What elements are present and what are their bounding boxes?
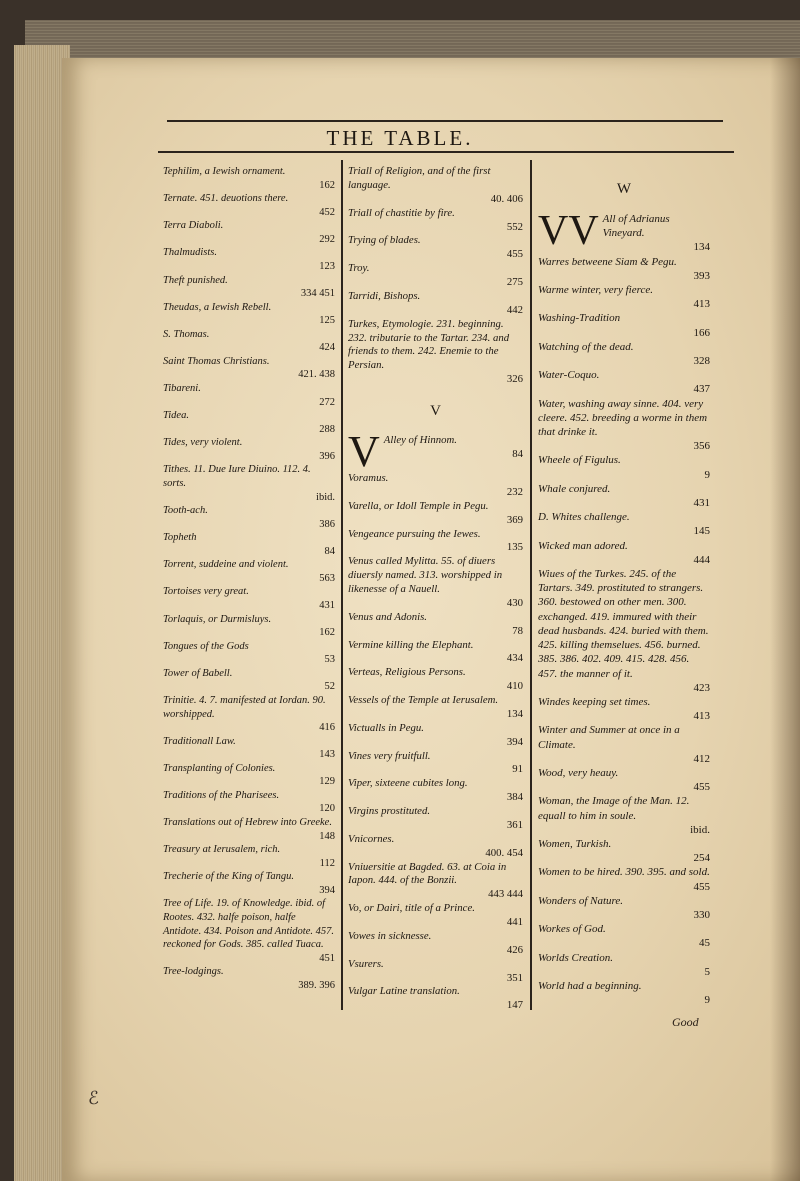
index-entry [163, 870, 335, 897]
index-entry [348, 318, 523, 387]
index-entry [163, 558, 335, 585]
index-entry [348, 165, 523, 207]
entry-text: All of Adrianus Vineyard. [602, 213, 670, 240]
entry-page: 288 [319, 423, 335, 435]
entry-page: 135 [506, 541, 523, 554]
entry-page: 386 [319, 518, 335, 530]
entry-page: 416 [319, 722, 335, 734]
index-entry [538, 794, 710, 837]
entry-page: 351 [506, 971, 523, 984]
entry-page: 430 [506, 596, 523, 609]
index-entry [348, 722, 523, 750]
entry-page: 437 [693, 383, 710, 396]
entry-page: 400. 454 [485, 846, 523, 859]
entry-text: Warme winter, very fierce. [538, 284, 653, 297]
index-entry [163, 246, 335, 273]
index-entry [348, 694, 523, 722]
index-entry [538, 951, 710, 979]
entry-page: 393 [693, 269, 710, 282]
entry-text: Vines very fruitfull. [348, 749, 431, 762]
index-entry [348, 500, 523, 528]
entry-text: Saint Thomas Christians. [163, 355, 270, 367]
index-entry [348, 472, 523, 500]
entry-text: Translations out of Hebrew into Greeke. [163, 817, 332, 828]
index-entry [348, 833, 523, 861]
entry-text: S. Thomas. [163, 328, 210, 340]
index-entry [538, 979, 710, 1007]
drop-capital: V [348, 427, 380, 476]
entry-page: 431 [693, 497, 710, 510]
entry-page: 162 [319, 179, 335, 191]
index-entry [163, 585, 335, 612]
index-column-1 [163, 165, 335, 992]
entry-text: Torlaquis, or Durmisluys. [163, 613, 272, 625]
entry-text: Vermine killing the Elephant. [348, 638, 474, 651]
entry-text: Windes keeping set times. [538, 695, 651, 708]
catchword: Good [672, 1015, 699, 1029]
entry-page: 442 [506, 303, 523, 316]
index-column-3 [538, 165, 710, 1007]
header-rule [158, 151, 734, 153]
index-entry [163, 531, 335, 558]
entry-text: Tortoises very great. [163, 586, 249, 598]
index-entry [163, 789, 335, 816]
entry-page: 232 [506, 485, 523, 498]
entry-page: 143 [319, 749, 335, 761]
index-entry [163, 640, 335, 667]
entry-text: Vulgar Latine translation. [348, 985, 460, 998]
entry-page: 148 [319, 830, 335, 842]
entry-page: 254 [693, 852, 710, 865]
column-rule-1 [341, 160, 343, 1010]
top-rule [167, 120, 723, 122]
entry-text: Traditionall Law. [163, 735, 236, 747]
entry-page: 145 [693, 525, 710, 538]
entry-text: Theft punished. [163, 274, 228, 286]
entry-text: Trecherie of the King of Tangu. [163, 871, 295, 883]
entry-text: Women, Turkish. [538, 837, 612, 850]
entry-text: Warres betweene Siam & Pegu. [538, 255, 677, 268]
entry-text: Triall of chastitie by fire. [348, 206, 455, 219]
gutter-shadow [770, 58, 800, 1181]
entry-text: Tides, very violent. [163, 437, 243, 449]
entry-page: 451 [319, 952, 335, 964]
entry-page: 125 [319, 315, 335, 327]
entry-page: 396 [319, 450, 335, 462]
entry-text: Winter and Summer at once in a Climate. [538, 724, 680, 751]
entry-text: Alley of Hinnom. [383, 434, 457, 446]
entry-page: 5 [704, 965, 710, 978]
entry-page: 330 [693, 908, 710, 921]
entry-text: Workes of God. [538, 923, 606, 936]
entry-text: Turkes, Etymologie. 231. beginning. 232. tributarie to the Tartar. 234. and friends to them. 242. Enemie to the Persian. [348, 317, 510, 372]
entry-page: 129 [319, 776, 335, 788]
entry-text: Vniuersitie at Bagded. 63. at Coia in Iapon. 444. of the Bonzii. [348, 860, 507, 887]
index-column-2 [348, 165, 523, 1013]
entry-page: 53 [324, 654, 335, 666]
entry-text: Ternate. 451. deuotions there. [163, 193, 289, 205]
entry-page: 123 [319, 260, 335, 272]
index-entry [538, 894, 710, 922]
index-entry [538, 723, 710, 766]
entry-page: 384 [506, 791, 523, 804]
entry-text: Vessels of the Temple at Ierusalem. [348, 694, 499, 706]
entry-text: Watching of the dead. [538, 340, 634, 353]
entry-text: Wiues of the Turkes. 245. of the Tartars. 349. prostituted to strangers. 360. bestowed on other men. 300. exchanged. 419. immured with their dead husbands. 424. buried with them. 425. killing themselues. 456. burned. 385. 386. 402. 409. 415. 428. 456. 457. the manner of it. [538, 568, 709, 680]
margin-mark: ℰ [88, 1088, 99, 1108]
entry-page: 134 [693, 241, 710, 254]
index-entry [538, 865, 710, 893]
index-entry [348, 611, 523, 639]
index-entry [348, 555, 523, 611]
entry-page: 455 [506, 248, 523, 261]
index-entry [538, 837, 710, 865]
index-entry [348, 777, 523, 805]
entry-page: 361 [506, 818, 523, 831]
entry-page: ibid. [316, 491, 335, 503]
index-entry [538, 482, 710, 510]
entry-text: Thalmudists. [163, 247, 217, 259]
index-entry [163, 965, 335, 992]
index-entry [348, 985, 523, 1013]
entry-text: Virgins prostituted. [348, 805, 431, 817]
index-entry [348, 234, 523, 262]
index-entry [538, 510, 710, 538]
index-entry [348, 290, 523, 318]
entry-page: 423 [693, 681, 710, 694]
index-entry [538, 922, 710, 950]
entry-page: 275 [506, 276, 523, 288]
index-entry [348, 639, 523, 667]
index-entry [163, 328, 335, 355]
entry-page: 272 [319, 396, 335, 408]
entry-text: Tower of Babell. [163, 667, 233, 679]
entry-page: 452 [319, 206, 335, 218]
entry-text: Woman, the Image of the Man. 12. equall to him in soule. [538, 795, 690, 822]
entry-page: 78 [512, 624, 523, 637]
entry-page: 84 [512, 447, 523, 460]
index-entry [538, 208, 710, 255]
entry-text: Venus called Mylitta. 55. of diuers diuersly named. 313. worshipped in likenesse of a Nauell. [348, 555, 503, 595]
entry-page: 292 [319, 233, 335, 245]
entry-page: 328 [693, 355, 710, 368]
index-entry [163, 382, 335, 409]
entry-text: Vo, or Dairi, title of a Prince. [348, 902, 475, 915]
index-entry [348, 958, 523, 986]
entry-page: 389. 396 [298, 979, 335, 991]
index-entry [348, 805, 523, 833]
entry-page: 434 [506, 652, 523, 665]
entry-page: 441 [506, 916, 523, 928]
entry-page: 91 [512, 763, 523, 776]
index-entry [538, 539, 710, 567]
entry-page: 410 [506, 680, 523, 693]
entry-page: 112 [319, 857, 335, 869]
index-entry [538, 283, 710, 311]
entry-page: 413 [693, 710, 710, 723]
entry-text: Troy. [348, 262, 370, 275]
index-entry [538, 368, 710, 396]
entry-text: Tree of Life. 19. of Knowledge. ibid. of Rootes. 432. halfe poison, halfe Antidote. 434. Poison and Antidote. 457. reckoned for Gods. 385. called Tuaca. [163, 898, 335, 951]
entry-text: Wonders of Nature. [538, 894, 624, 907]
entry-text: Wheele of Figulus. [538, 454, 621, 467]
index-entry [348, 861, 523, 903]
entry-text: Theudas, a Iewish Rebell. [163, 301, 272, 313]
entry-text: Victualls in Pegu. [348, 721, 424, 734]
index-entry [163, 816, 335, 843]
entry-text: Wicked man adored. [538, 539, 628, 552]
entry-page: 394 [506, 735, 523, 748]
index-entry [538, 695, 710, 723]
entry-page: 444 [693, 553, 710, 566]
index-entry [538, 340, 710, 368]
drop-capital: VV [538, 208, 599, 254]
entry-text: Water-Coquo. [538, 369, 600, 382]
entry-text: Trinitie. 4. 7. manifested at Iordan. 90. worshipped. [163, 694, 326, 720]
index-entry [163, 301, 335, 328]
index-entry [163, 504, 335, 531]
entry-page: 334 451 [300, 288, 335, 300]
index-entry [163, 694, 335, 735]
entry-text: Viper, sixteene cubites long. [348, 777, 468, 790]
index-entry [538, 567, 710, 695]
entry-page: 369 [506, 513, 523, 526]
entry-text: Vsurers. [348, 957, 384, 970]
entry-page: 166 [693, 326, 710, 339]
entry-page: 455 [693, 781, 710, 794]
index-entry [538, 453, 710, 481]
entry-text: Vengeance pursuing the Iewes. [348, 527, 481, 540]
index-entry [348, 207, 523, 235]
index-entry [163, 897, 335, 965]
entry-text: Tongues of the Gods [163, 640, 249, 652]
entry-page: 120 [319, 803, 335, 815]
index-entry [348, 528, 523, 556]
entry-page: 426 [506, 943, 523, 956]
index-entry [163, 274, 335, 301]
entry-text: Vowes in sicknesse. [348, 929, 432, 942]
entry-text: Wood, very heauy. [538, 766, 619, 779]
entry-page: 413 [693, 298, 710, 311]
entry-page: 9 [704, 468, 710, 481]
entry-text: Vnicornes. [348, 832, 395, 845]
entry-text: D. Whites challenge. [538, 511, 630, 524]
entry-text: Tithes. 11. Due Iure Diuino. 112. 4. sorts. [163, 464, 311, 489]
entry-text: Treasury at Ierusalem, rich. [163, 844, 281, 856]
index-entry [163, 192, 335, 219]
entry-page: 563 [319, 572, 335, 584]
page-title: THE TABLE. [326, 126, 474, 150]
index-entry [348, 262, 523, 290]
index-entry [163, 436, 335, 463]
entry-text: Traditions of the Pharisees. [163, 789, 280, 801]
entry-text: Topheth [163, 532, 197, 544]
index-entry [348, 902, 523, 930]
entry-page: 45 [699, 937, 710, 950]
index-entry [163, 219, 335, 246]
index-entry [538, 311, 710, 339]
entry-text: Varella, or Idoll Temple in Pegu. [348, 499, 489, 512]
entry-page: 356 [693, 440, 710, 453]
index-entry [163, 355, 335, 382]
index-entry [348, 427, 523, 476]
entry-text: Tarridi, Bishops. [348, 289, 421, 302]
section-letter: V [430, 403, 441, 419]
entry-text: Triall of Religion, and of the first language. [348, 165, 491, 191]
index-entry [163, 409, 335, 436]
index-entry [538, 397, 710, 454]
index-entry [163, 843, 335, 870]
section-letter: W [616, 181, 632, 197]
entry-text: Women to be hired. 390. 395. and sold. [538, 866, 710, 879]
entry-page: 40. 406 [490, 192, 523, 205]
entry-text: Washing-Tradition [538, 312, 621, 325]
index-entry [163, 165, 335, 192]
entry-text: Worlds Creation. [538, 951, 613, 964]
entry-text: Tooth-ach. [163, 505, 208, 517]
index-entry [538, 766, 710, 794]
index-entry [163, 735, 335, 762]
entry-page: ibid. [690, 823, 710, 836]
index-entry [163, 762, 335, 789]
index-entry [163, 667, 335, 694]
entry-page: 326 [506, 373, 523, 386]
entry-text: Venus and Adonis. [348, 610, 427, 623]
index-entry [348, 930, 523, 958]
entry-text: Voramus. [348, 472, 389, 484]
entry-text: Tibareni. [163, 383, 201, 394]
entry-page: 412 [693, 752, 710, 765]
entry-page: 424 [319, 342, 335, 354]
entry-page: 443 444 [488, 888, 523, 901]
entry-page: 431 [319, 600, 335, 611]
entry-page: 134 [506, 707, 523, 720]
entry-text: Terra Diaboli. [163, 220, 224, 232]
entry-text: Tephilim, a Iewish ornament. [163, 166, 286, 177]
entry-page: 394 [319, 884, 335, 896]
entry-text: Torrent, suddeine and violent. [163, 559, 289, 571]
entry-page: 52 [324, 681, 335, 693]
entry-text: Tidea. [163, 410, 189, 422]
index-entry [163, 613, 335, 640]
entry-text: World had a beginning. [538, 979, 642, 992]
entry-text: Verteas, Religious Persons. [348, 666, 466, 679]
column-rule-2 [530, 160, 532, 1010]
entry-page: 147 [506, 999, 523, 1012]
entry-text: Trying of blades. [348, 234, 421, 247]
entry-text: Whale conjured. [538, 482, 611, 495]
entry-page: 552 [506, 220, 523, 233]
index-entry [538, 255, 710, 283]
entry-page: 421. 438 [298, 369, 335, 381]
index-entry [348, 750, 523, 778]
entry-text: Water, washing away sinne. 404. very cleere. 452. breeding a worme in them that drinke it. [538, 397, 708, 439]
index-entry [348, 666, 523, 694]
entry-page: 162 [319, 627, 335, 639]
entry-page: 84 [324, 545, 335, 557]
entry-page: 9 [704, 994, 710, 1007]
index-entry [163, 463, 335, 504]
entry-page: 455 [693, 880, 710, 893]
entry-text: Tree-lodgings. [163, 966, 224, 978]
entry-text: Transplanting of Colonies. [163, 762, 276, 774]
